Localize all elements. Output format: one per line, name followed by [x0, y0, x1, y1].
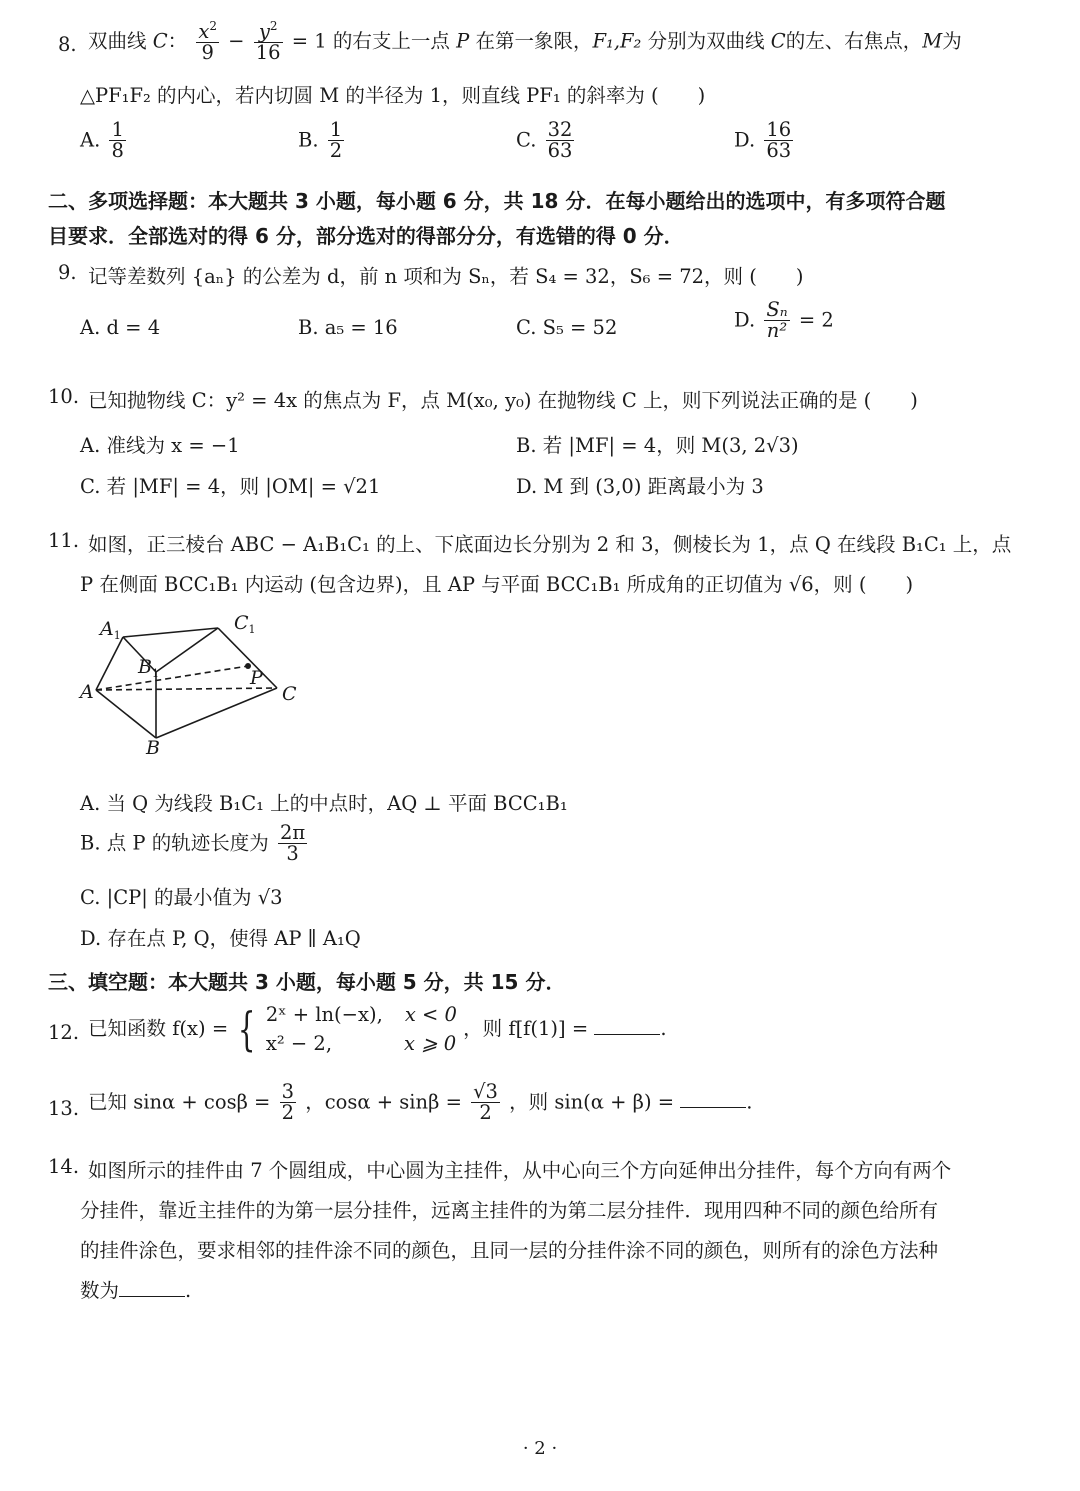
edge-c1-b1 — [156, 628, 218, 672]
q8-option-d: D. $\frac{16}{63}$ — [734, 118, 792, 163]
q11-number: 11. — [48, 529, 80, 552]
edge-a1-c1 — [123, 628, 218, 637]
page-number: · 2 · — [522, 1438, 558, 1459]
q13-answer-blank[interactable] — [680, 1089, 746, 1108]
svg-text:C1: $C_1$ — [234, 612, 256, 636]
q9-number: 9. — [58, 261, 77, 284]
q11-option-b: B. 点 P 的轨迹长度为 $\frac{2\pi}{3}$ — [80, 821, 306, 866]
q11-option-d: D. 存在点 P, Q，使得 AP ∥ A₁Q — [80, 927, 361, 950]
label-a1: A — [100, 618, 114, 640]
q14-line3: 的挂件涂色，要求相邻的挂件涂不同的颜色，且同一层的分挂件涂不同的颜色，则所有的涂色方法种 — [80, 1239, 939, 1262]
edge-a-b — [96, 690, 156, 738]
label-p: P — [250, 667, 263, 689]
svg-text:A1: $A_1$ — [100, 618, 121, 642]
q10-option-c: C. 若 |MF| = 4，则 |OM| = √21 — [80, 475, 381, 498]
edge-c1-c — [218, 628, 277, 688]
label-a: A — [80, 681, 94, 703]
q14-answer-blank[interactable] — [119, 1278, 185, 1297]
q8-option-b: B. $\frac{1}{2}$ — [298, 118, 343, 163]
q10-option-b: B. 若 |MF| = 4，则 M(3, 2√3) — [516, 434, 799, 457]
edge-a1-a — [96, 637, 123, 690]
segment-a-p-hidden — [96, 666, 248, 690]
q9-option-a: A. d = 4 — [80, 316, 161, 339]
svg-text:B1: $B_1$ — [138, 656, 159, 680]
q11-line1: 如图，正三棱台 ABC − A₁B₁C₁ 的上、下底面边长分别为 2 和 3，侧棱长为 1，点 Q 在线段 B₁C₁ 上，点 — [88, 533, 1012, 556]
section2-heading-line1: 二、多项选择题：本大题共 3 小题，每小题 6 分，共 18 分．在每小题给出的选项中，有多项符合题 — [48, 189, 946, 213]
q12-brace: { — [238, 1002, 256, 1057]
q12-body: 已知函数 f(x) = { 2ˣ + ln(−x), x < 0 x² − 2, x ⩾ 0 ，则 f[f(1)] = . — [88, 1000, 667, 1059]
q9-option-c: C. S₅ = 52 — [516, 316, 618, 339]
q8-option-c: C. $\frac{32}{63}$ — [516, 118, 573, 163]
q14-line4: 数为 . — [80, 1279, 192, 1302]
q9-option-b: B. a₅ = 16 — [298, 316, 398, 339]
q8-frac-x: $\frac{x^2}{9}$ — [198, 19, 217, 65]
q8-line1: 双曲线 C： $\frac{x^2}{9}$ − $\frac{y^2}{16}$ = 1 的右支上一点 P 在第一象限，F₁,F₂ 分别为双曲线 C的左、右焦点，M为 — [88, 19, 962, 65]
edge-b-c — [156, 688, 277, 738]
label-b: B — [146, 737, 160, 759]
q13-body: 已知 sinα + cosβ = $\frac{3}{2}$ ，cosα + sinβ = $\frac{√3}{2}$ ，则 sin(α + β) = . — [88, 1080, 753, 1125]
q8-frac-y: $\frac{y^2}{16}$ — [255, 19, 281, 65]
q12-cases: 2ˣ + ln(−x), x < 0 x² − 2, x ⩾ 0 — [265, 1003, 457, 1056]
q11-option-c: C. |CP| 的最小值为 √3 — [80, 886, 283, 909]
section3-heading: 三、填空题：本大题共 3 小题，每小题 5 分，共 15 分． — [48, 970, 566, 994]
q11-option-a: A. 当 Q 为线段 B₁C₁ 上的中点时，AQ ⊥ 平面 BCC₁B₁ — [80, 792, 568, 815]
label-b1: B — [138, 656, 152, 678]
frustum-figure — [70, 608, 330, 763]
q9-option-d: D. $\frac{\text{Sₙ}}{\text{n²}}$ = 2 — [734, 298, 834, 343]
q8-line2: △PF₁F₂ 的内心，若内切圆 M 的半径为 1，则直线 PF₁ 的斜率为 ( ) — [80, 84, 706, 107]
q14-line1: 如图所示的挂件由 7 个圆组成，中心圆为主挂件，从中心向三个方向延伸出分挂件，每个方向有两个 — [88, 1159, 952, 1182]
q10-number: 10. — [48, 385, 80, 408]
q12-answer-blank[interactable] — [594, 1016, 660, 1035]
q8-text: 双曲线 — [88, 29, 147, 53]
q8-var-c: C — [152, 29, 168, 53]
q13-number: 13. — [48, 1097, 80, 1120]
q9-stem: 记等差数列 {aₙ} 的公差为 d，前 n 项和为 Sₙ，若 S₄ = 32，S₆ = 72，则 ( ) — [88, 265, 804, 288]
q14-number: 14. — [48, 1155, 80, 1178]
label-c: C — [282, 683, 297, 705]
q12-number: 12. — [48, 1021, 80, 1044]
q8-option-a: A. $\frac{1}{8}$ — [80, 118, 124, 163]
section2-heading-line2: 目要求．全部选对的得 6 分，部分选对的得部分分，有选错的得 0 分． — [48, 224, 684, 248]
q11-line2: P 在侧面 BCC₁B₁ 内运动 (包含边界)，且 AP 与平面 BCC₁B₁ 所成角的正切值为 √6，则 ( ) — [80, 573, 914, 596]
q10-option-d: D. M 到 (3,0) 距离最小为 3 — [516, 475, 764, 498]
q8-number: 8. — [58, 33, 77, 56]
q10-option-a: A. 准线为 x = −1 — [80, 434, 240, 457]
label-c1: C — [234, 612, 249, 634]
q10-stem: 已知抛物线 C：y² = 4x 的焦点为 F，点 M(x₀, y₀) 在抛物线 C 上，则下列说法正确的是 ( ) — [88, 389, 918, 412]
q14-line2: 分挂件，靠近主挂件的为第一层分挂件，远离主挂件的为第二层分挂件．现用四种不同的颜色给所有 — [80, 1199, 939, 1222]
